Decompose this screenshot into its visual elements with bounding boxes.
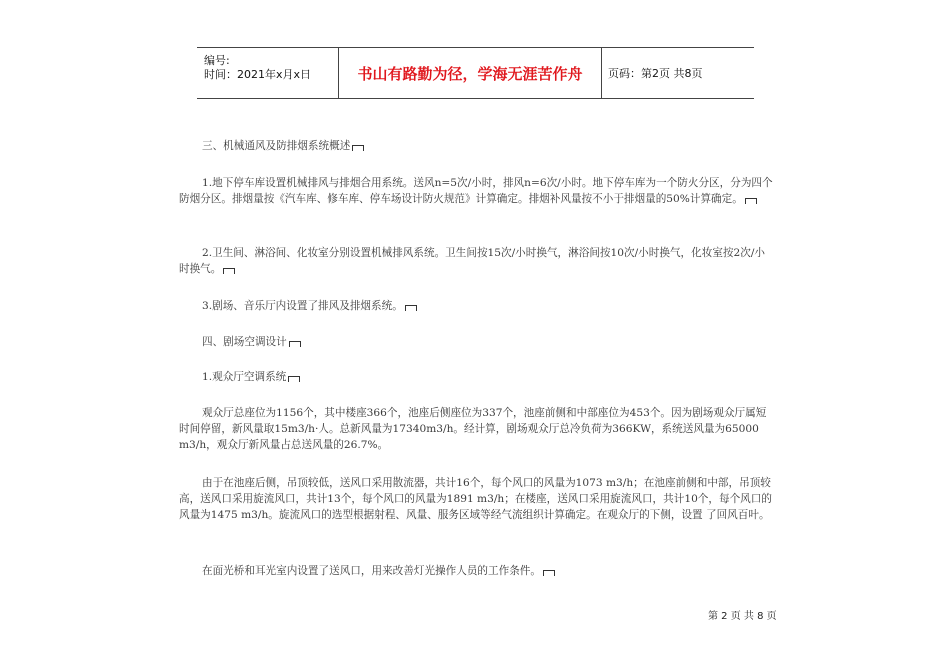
section-heading [179,138,773,154]
header-motto: 书山有路勤为径，学海无涯苦作舟 [338,48,602,98]
paragraph [179,563,773,579]
time-label: 时间：2021年x月x日 [204,68,312,81]
header-meta [197,48,337,98]
page-footer: 第 2 页 共 8 页 [708,611,777,622]
paragraph-text: 由于在池座后侧，吊顶较低，送风口采用散流器，共计16个，每个风口的风量为1073 m3/h；在池座前侧和中部，吊顶较高，送风口采用旋流风口，共计13个，每个风口的风量为1891 m3/h；在楼座，送风口采用旋流风口，共计10个，每个风口的风量为1475 m3/h。旋流风口的选型根据射程、风量、服务区域等经气流组织计算确定。在观众厅的下侧，设置 了回风百叶。 [179,477,772,521]
return-mark-icon [543,570,555,576]
paragraph [179,175,773,207]
subsection-heading [179,369,773,385]
section-heading-text: 四、剧场空调设计 [202,336,287,348]
section-heading [179,334,773,350]
subsection-heading-text: 1.观众厅空调系统 [202,371,287,383]
paragraph-text: 观众厅总座位为1156个，其中楼座366个，池座后侧座位为337个，池座前侧和中部座位为453个。因为剧场观众厅属短时间停留，新风量取15m3/h·人。总新风量为17340m3/h。经计算，剧场观众厅总冷负荷为366KW，系统送风量为65000 m3/h，观众厅新风量占总送风量的26.7%。 [179,407,767,451]
paragraph [179,245,773,277]
paragraph [179,405,773,453]
return-mark-icon [352,145,364,151]
header-page-info: 页码：第2页 共8页 [608,67,703,80]
paragraph-text: 3.剧场、音乐厅内设置了排风及排烟系统。 [202,300,403,312]
paragraph-text: 1.地下停车库设置机械排风与排烟合用系统。送风n=5次/小时，排风n=6次/小时。地下停车库为一个防火分区，分为四个防烟分区。排烟量按《汽车库、修车库、停车场设计防火规范》计算确定。排烟补风量按不小于排烟量的50%计算确定。 [179,177,773,205]
return-mark-icon [745,198,757,204]
document-header [197,47,754,99]
number-label: 编号: [204,54,230,67]
paragraph [179,475,773,523]
return-mark-icon [288,376,300,382]
paragraph [179,298,773,314]
return-mark-icon [289,341,301,347]
paragraph-text: 2.卫生间、淋浴间、化妆室分别设置机械排风系统。卫生间按15次/小时换气，淋浴间按10次/小时换气，化妆室按2次/小时换气。 [179,247,766,275]
return-mark-icon [405,305,417,311]
return-mark-icon [223,268,235,274]
paragraph-text: 在面光桥和耳光室内设置了送风口，用来改善灯光操作人员的工作条件。 [202,565,541,577]
section-heading-text: 三、机械通风及防排烟系统概述 [202,140,351,152]
